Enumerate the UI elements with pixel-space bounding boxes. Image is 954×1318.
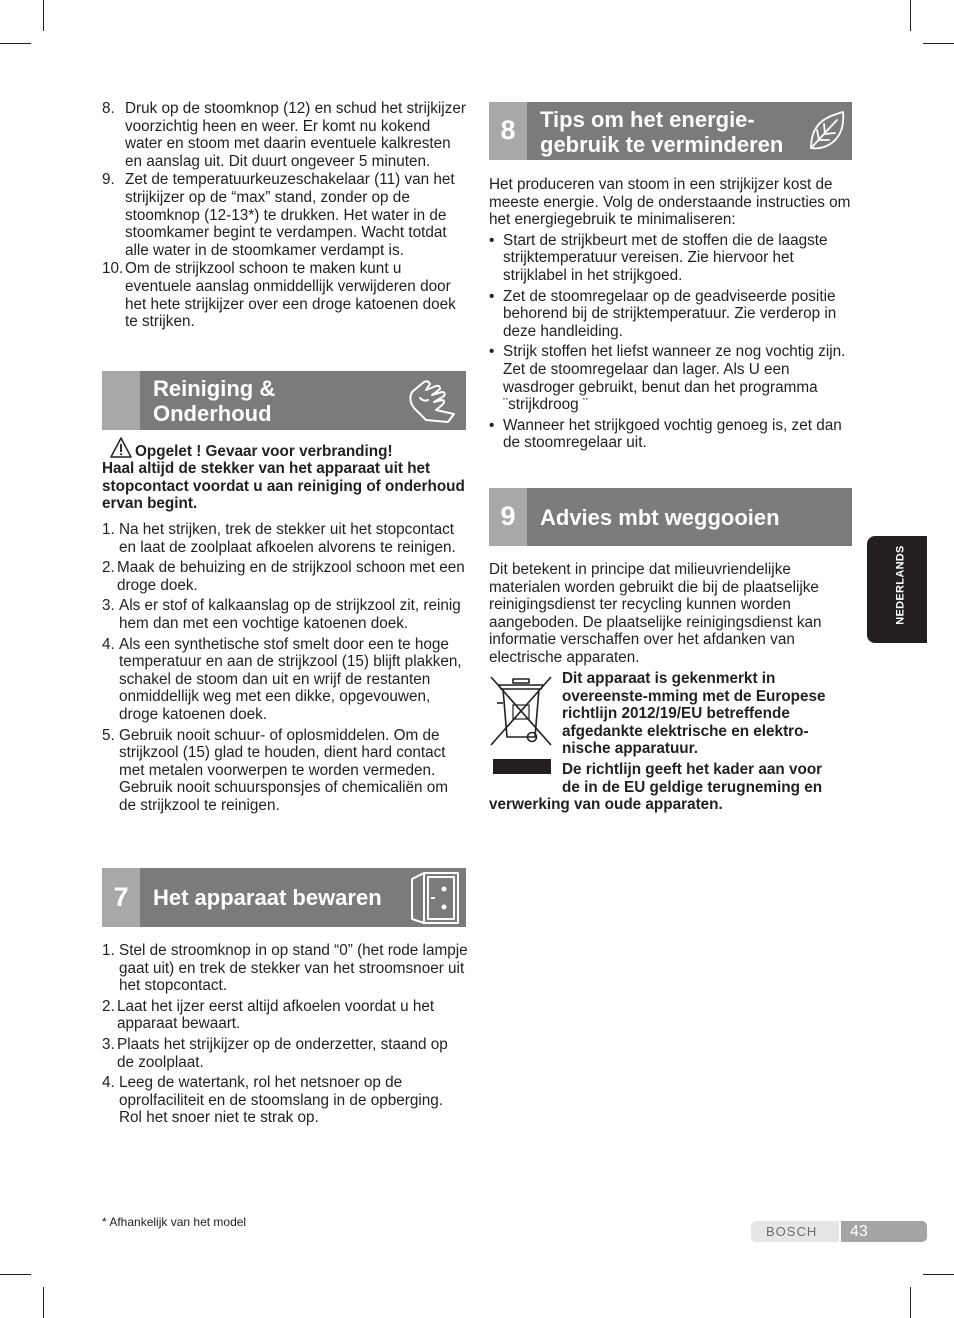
list-text: Als er stof of kalkaanslag op de strijkzool zit, reinig hem dan met een vochtige katoenen doek. xyxy=(119,597,461,632)
energy-intro: Het produceren van stoom in een strijkijzer kost de meeste energie. Volg de onderstaande instructies om het energiegebruik te minimaliseren: xyxy=(489,176,851,229)
list-item xyxy=(102,100,468,170)
warning-text: Haal altijd de stekker van het apparaat uit het stopcontact voordat u aan reiniging of onderhoud ervan begint. xyxy=(102,460,465,513)
list-item xyxy=(102,171,468,259)
list-item xyxy=(102,998,468,1033)
disposal-text xyxy=(489,561,852,667)
section-header-storage xyxy=(102,868,466,927)
warning-block xyxy=(102,437,468,513)
crop-mark xyxy=(0,1274,31,1275)
bullet-glyph: • xyxy=(489,416,495,434)
list-text: Als een synthetische stof smelt door een te hoge temperatuur en aan de strijkzool (15) blijft plakken, schakel de stoom dan uit en wrijf de restanten onmiddellijk weg met een dikke, opgevouwen, droge katoenen doek. xyxy=(119,635,462,723)
list-text: Na het strijken, trek de stekker uit het stopcontact en laat de zoolplaat afkoelen alvorens te reinigen. xyxy=(119,521,456,556)
energy-text xyxy=(489,176,852,452)
weee-statement: Dit apparaat is gekenmerkt in overeenste-mming met de Europese richtlijn 2012/19/EU betreffende afgedankte elektrische en elektro-nische apparatuur. xyxy=(562,670,826,758)
list-number: 8. xyxy=(102,100,115,117)
language-tab-label: NEDERLANDS xyxy=(894,545,907,625)
section-title-line: Tips om het energie- xyxy=(540,107,755,132)
bullet-text: Start de strijkbeurt met de stoffen die de laagste strijktemperatuur vereisen. Zie hiervoor het strijklabel in het strijkgoed. xyxy=(503,231,828,284)
section-title xyxy=(540,107,783,157)
crop-mark xyxy=(43,0,44,31)
warning-triangle-icon xyxy=(110,437,132,463)
list-text: Plaats het strijkijzer op de onderzetter, staand op de zoolplaat. xyxy=(117,1035,448,1071)
crop-mark xyxy=(0,43,31,44)
list-item xyxy=(102,942,468,995)
list-text: Laat het ijzer eerst altijd afkoelen voordat u het apparaat bewaart. xyxy=(117,997,435,1033)
list-item xyxy=(102,636,468,724)
crop-mark xyxy=(923,43,954,44)
bullet-glyph: • xyxy=(489,231,495,249)
warning-title: Opgelet ! Gevaar voor verbranding! xyxy=(135,443,393,460)
section-title-line: gebruik te verminderen xyxy=(540,132,784,157)
list-item xyxy=(102,1036,468,1071)
list-item xyxy=(102,559,468,594)
section-number: 8 xyxy=(489,102,527,160)
directive-line: de in de EU geldige terugneming en xyxy=(562,778,823,796)
directive-line: verwerking van oude apparaten. xyxy=(489,796,723,814)
list-text: Leeg de watertank, rol het netsnoer op de oprolfaciliteit en de stoomslang in de opberging. Rol het snoer niet te strak op. xyxy=(119,1074,443,1127)
section-title-line: Onderhoud xyxy=(153,401,272,426)
section-title-line: Reiniging & xyxy=(153,376,276,401)
list-number: 2. xyxy=(102,997,115,1015)
list-text: Om de strijkzool schoon te maken kunt u eventuele aanslag onmiddellijk verwijderen door het hete strijkijzer over een droge katoenen doek te strijken. xyxy=(125,260,456,331)
brand-label: BOSCH xyxy=(766,1224,818,1239)
section-number-box xyxy=(102,371,140,430)
list-number: 3. xyxy=(102,597,115,615)
bullet-glyph: • xyxy=(489,287,495,305)
cleaning-hand-icon xyxy=(406,376,458,426)
cabinet-icon xyxy=(406,871,462,925)
section-header-disposal xyxy=(489,488,852,546)
directive-line: De richtlijn geeft het kader aan voor xyxy=(562,760,823,778)
warning-title-row xyxy=(102,437,468,461)
list-item xyxy=(102,1074,468,1127)
crop-mark xyxy=(910,1287,911,1318)
bullet-item xyxy=(489,417,852,452)
footnote: * Afhankelijk van het model xyxy=(102,1215,247,1229)
list-text: Maak de behuizing en de strijkzool schoon met een droge doek. xyxy=(117,559,465,594)
list-text: Gebruik nooit schuur- of oplosmiddelen. Om de strijkzool (15) glad te houden, dient hard contact met metalen voorwerpen te worden vermeden. Gebruik nooit schuursponsjes of chemicaliën om de strijkzool te reinigen. xyxy=(119,726,449,814)
list-text: Zet de temperatuurkeuzeschakelaar (11) van het strijkijzer op de “max” stand, zonder op de stoomknop (12-13*) te drukken. Het water in de stoomkamer begint te verdampen. Wacht totdat alle water in de stoomkamer verdampt is. xyxy=(125,171,455,259)
section-title: Advies mbt weggooien xyxy=(540,505,780,530)
section-header-cleaning xyxy=(102,371,466,430)
storage-steps-list xyxy=(102,942,468,1127)
list-item xyxy=(102,727,468,815)
footer-brand-box xyxy=(751,1221,839,1242)
list-number: 10. xyxy=(102,260,124,278)
list-item xyxy=(102,521,468,556)
list-number: 3. xyxy=(102,1035,115,1053)
leaf-icon xyxy=(807,110,847,152)
cleaning-steps-list xyxy=(102,521,468,815)
list-number: 1. xyxy=(102,942,115,959)
list-item xyxy=(102,260,468,330)
crop-mark xyxy=(910,0,911,31)
section-number: 7 xyxy=(102,868,140,927)
weee-bold-text xyxy=(489,670,852,814)
section-title: Het apparaat bewaren xyxy=(153,885,382,910)
descaling-steps-list xyxy=(102,100,468,331)
list-number: 4. xyxy=(102,1074,115,1092)
section-header-energy xyxy=(489,102,852,160)
list-number: 1. xyxy=(102,521,115,538)
language-tab xyxy=(867,536,927,643)
section-title xyxy=(153,376,275,426)
list-text: Druk op de stoomknop (12) en schud het strijkijzer voorzichtig heen en weer. Er komt nu kokend water en stoom met daarin eventuele kalkresten en aanslag uit. Dit duurt ongeveer 5 minuten. xyxy=(125,100,466,170)
section-number: 9 xyxy=(489,488,527,546)
bullet-item xyxy=(489,288,852,341)
crop-mark xyxy=(43,1287,44,1318)
list-number: 5. xyxy=(102,726,115,744)
bullet-item xyxy=(489,232,852,285)
list-item xyxy=(102,597,468,632)
list-text: Stel de stroomknop in op stand “0” (het rode lampje gaat uit) en trek de stekker van het stroomsnoer uit het stopcontact. xyxy=(119,942,468,995)
list-number: 2. xyxy=(102,559,115,577)
page-number: 43 xyxy=(850,1223,868,1240)
list-number: 4. xyxy=(102,635,115,653)
page-number-box xyxy=(841,1221,927,1242)
list-number: 9. xyxy=(102,171,115,189)
bullet-text: Strijk stoffen het liefst wanneer ze nog vochtig zijn. Zet de stoomregelaar dan lager. Als U een wasdroger gebruikt, benut dan het programma ¨strijkdroog ¨ xyxy=(503,343,846,414)
bullet-text: Wanneer het strijkgoed vochtig genoeg is, zet dan de stoomregelaar uit. xyxy=(503,416,842,452)
crop-mark xyxy=(923,1274,954,1275)
bullet-text: Zet de stoomregelaar op de geadviseerde positie behorend bij de strijktemperatuur. Zie verderop in deze handleiding. xyxy=(503,287,837,340)
bullet-item xyxy=(489,343,852,413)
disposal-intro: Dit betekent in principe dat milieuvriendelijke materialen worden gebruikt die bij de plaatselijke reinigingsdienst ter recycling kunnen worden aangeboden. De plaatselijke reinigingsdienst kan informatie verschaffen over het afdanken van electrische apparaten. xyxy=(489,561,822,666)
bullet-glyph: • xyxy=(489,343,495,361)
